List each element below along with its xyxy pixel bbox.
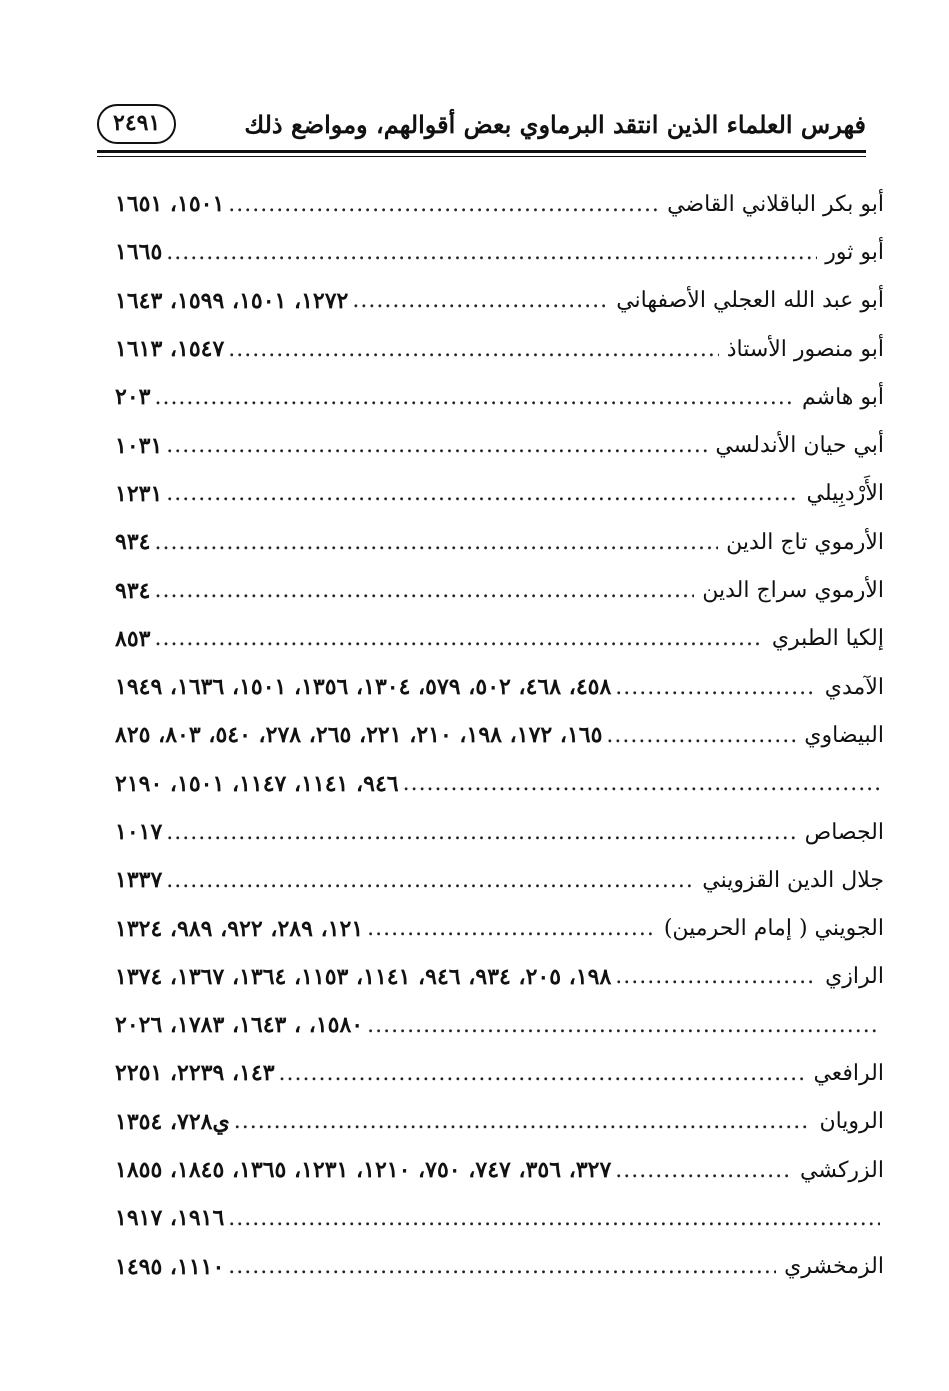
entry-pages: ١١١٠، ١٤٩٥ (115, 1253, 225, 1280)
leader-dots (352, 288, 608, 313)
index-entry-continuation (115, 760, 884, 808)
leader-dots (228, 1206, 880, 1231)
entry-pages: ١٥٠١، ١٦٥١ (115, 191, 225, 218)
entry-pages: ي٧٢٨، ١٣٥٤ (115, 1108, 230, 1135)
entry-pages: ١٠١٧ (115, 819, 163, 845)
entry-pages: ١٢٧٢، ١٥٠١، ١٥٩٩، ١٦٤٣ (115, 287, 349, 314)
index-entry (115, 711, 884, 759)
index-entry (115, 663, 884, 711)
entry-name: الرويان (819, 1109, 884, 1135)
entry-name: البيضاوي (804, 722, 884, 748)
entry-pages: ١٦٦٥ (115, 239, 163, 266)
entry-pages: ٨٥٣ (115, 625, 151, 652)
entry-pages: ١٢١، ٢٨٩، ٩٢٢، ٩٨٩، ١٣٢٤ (115, 915, 364, 942)
index-entry (115, 856, 884, 904)
index-entry (115, 180, 884, 228)
index-entry (115, 325, 884, 373)
leader-dots (615, 1158, 792, 1183)
index-entry (115, 277, 884, 325)
entry-pages: ١٥٨٠، ، ١٦٤٣، ١٧٨٣، ٢٠٢٦ (115, 1012, 364, 1039)
entry-pages: ٣٢٧، ٣٥٦، ٧٤٧، ٧٥٠، ١٢١٠، ١٢٣١، ١٣٦٥، ١٨٤٥، ١٨٥٥ (115, 1157, 612, 1184)
index-entry (115, 518, 884, 566)
index-entry (115, 373, 884, 421)
entry-name: الزمخشري (784, 1254, 884, 1280)
entry-pages: ١٠٣١ (115, 432, 163, 459)
entry-name: الأرموي تاج الدين (726, 529, 884, 555)
leader-dots (615, 675, 817, 700)
entry-pages: ١٤٣، ٢٢٣٩، ٢٢٥١ (115, 1060, 275, 1087)
index-entry (115, 421, 884, 469)
entry-name: الجويني ( إمام الحرمين) (663, 916, 884, 942)
entry-name: أبو منصور الأستاذ (726, 336, 884, 362)
entry-name: الأَرْدبِيلي (806, 481, 884, 507)
index-entry (115, 1146, 884, 1194)
entry-name: الرازي (825, 964, 884, 990)
entry-pages: ١٣٣٧ (115, 867, 163, 894)
index-entry (115, 1049, 884, 1097)
entry-pages: ١٢٣١ (115, 480, 163, 507)
leader-dots (615, 964, 817, 989)
leader-dots (166, 481, 798, 506)
leader-dots (228, 1254, 776, 1279)
entry-name: إلكيا الطبري (771, 626, 884, 652)
leader-dots (228, 337, 718, 362)
leader-dots (154, 578, 694, 603)
entry-name: الرافعي (813, 1060, 884, 1086)
page-number: ٢٤٩١ (97, 104, 176, 144)
entry-pages: ٩٤٦، ١١٤١، ١١٤٧، ١٥٠١، ٢١٩٠ (115, 770, 399, 797)
entry-pages: ٤٥٨، ٤٦٨، ٥٠٢، ٥٧٩، ١٣٠٤، ١٣٥٦، ١٥٠١، ١٦٣٦، ١٩٤٩ (115, 674, 612, 701)
entry-pages: ١٩٨، ٢٠٥، ٩٣٤، ٩٤٦، ١١٤١، ١١٥٣، ١٣٦٤، ١٣٦٧، ١٣٧٤ (115, 963, 612, 990)
page-title: فهرس العلماء الذين انتقد البرماوي بعض أقوالهم، ومواضع ذلك (244, 109, 866, 139)
leader-dots (234, 1109, 812, 1134)
leader-dots (166, 433, 707, 458)
entry-name: الجصاص (804, 819, 884, 845)
leader-dots (166, 868, 694, 893)
header-rule-thin (97, 156, 866, 157)
index-entry-continuation (115, 1194, 884, 1242)
index-entry (115, 904, 884, 952)
leader-dots (166, 820, 796, 845)
entry-name: الأرموي سراج الدين (702, 578, 884, 604)
leader-dots (154, 385, 794, 410)
page-header (97, 100, 866, 148)
index-entry (115, 566, 884, 614)
index-entry (115, 1098, 884, 1146)
leader-dots (367, 916, 656, 941)
entry-name: الآمدي (824, 674, 884, 700)
index-entry (115, 808, 884, 856)
index-entry (115, 615, 884, 663)
entry-pages: ٩٣٤ (115, 577, 151, 604)
leader-dots (403, 771, 880, 796)
entry-name: جلال الدين القزويني (702, 867, 884, 893)
index-entry-continuation (115, 1001, 884, 1049)
entry-pages: ١٦٥، ١٧٢، ١٩٨، ٢١٠، ٢٢١، ٢٦٥، ٢٧٨، ٥٤٠، ٨٠٣، ٨٢٥ (115, 722, 603, 749)
entry-pages: ٩٣٤ (115, 529, 151, 556)
leader-dots (228, 192, 659, 217)
leader-dots (367, 1013, 880, 1038)
leader-dots (279, 1061, 806, 1086)
header-rule-thick (97, 150, 866, 153)
leader-dots (154, 530, 718, 555)
index-entry (115, 228, 884, 276)
leader-dots (154, 626, 763, 651)
index-entries (115, 180, 884, 1291)
index-entry (115, 953, 884, 1001)
entry-name: أبي حيان الأندلسي (715, 433, 884, 459)
leader-dots (166, 240, 817, 265)
entry-pages: ١٩١٦، ١٩١٧ (115, 1205, 225, 1232)
entry-name: أبو بكر الباقلاني القاضي (667, 191, 884, 217)
entry-name: الزركشي (799, 1157, 884, 1183)
leader-dots (606, 723, 796, 748)
entry-pages: ١٥٤٧، ١٦١٣ (115, 336, 225, 363)
entry-name: أبو عبد الله العجلي الأصفهاني (616, 288, 884, 314)
entry-name: أبو هاشم (802, 384, 884, 410)
entry-pages: ٢٠٣ (115, 384, 151, 411)
entry-name: أبو ثور (825, 239, 884, 265)
index-entry (115, 1243, 884, 1291)
index-entry (115, 470, 884, 518)
